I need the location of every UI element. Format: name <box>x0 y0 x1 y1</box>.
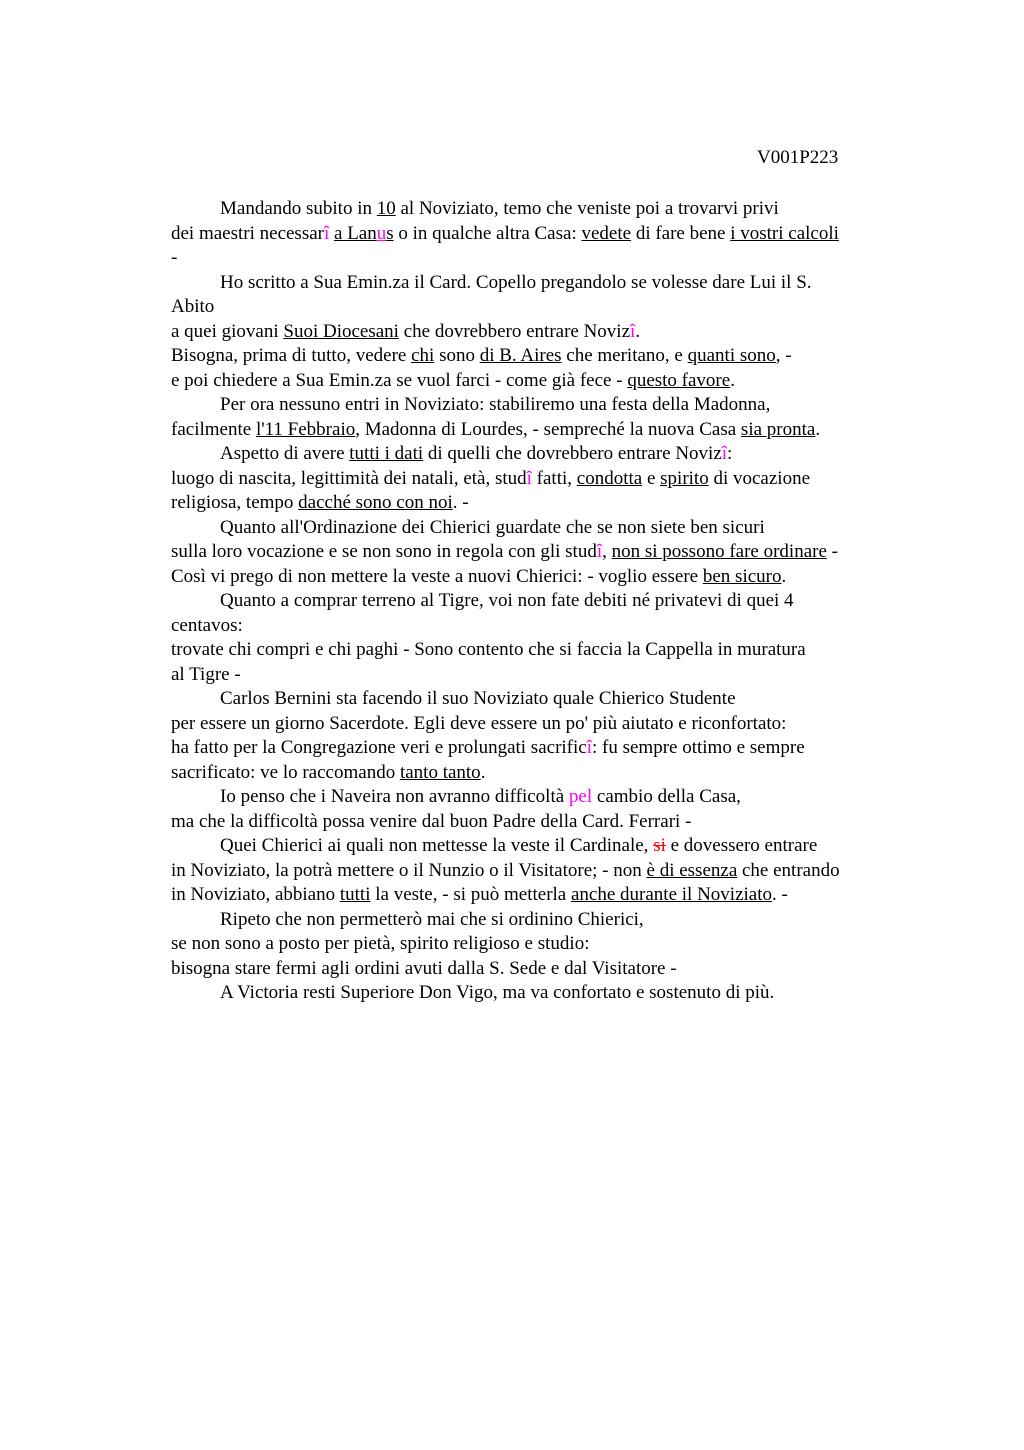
text-segment: di vocazione <box>708 467 811 489</box>
text-line <box>171 736 911 761</box>
text-segment: Ho scritto a Sua Emin.za il Card. Copello pregandolo se volesse dare Lui il S. <box>220 271 812 293</box>
underlined-text: anche durante il Noviziato <box>570 884 772 905</box>
text-segment: centavos: <box>171 614 243 636</box>
text-segment: Per ora nessuno entri in Noviziato: stabiliremo una festa della Madonna, <box>220 394 771 415</box>
inserted-text: î <box>721 443 728 464</box>
text-segment: : fu sempre ottimo e sempre <box>592 737 805 758</box>
text-segment: . - <box>452 492 469 513</box>
text-segment: sulla loro vocazione e se non sono in regola con gli stud <box>171 541 597 562</box>
text-segment: ma che la difficoltà possa venire dal buon Padre della Card. Ferrari - <box>171 810 692 832</box>
inserted-text: î <box>630 320 636 342</box>
text-segment: per essere un giorno Sacerdote. Egli deve essere un po' più aiutato e riconfortato: <box>171 712 787 734</box>
text-segment: facilmente <box>171 418 256 440</box>
text-segment: . <box>730 369 735 391</box>
text-segment: , - <box>775 345 792 366</box>
text-line <box>171 957 911 982</box>
text-line <box>171 663 911 688</box>
text-line <box>171 589 911 614</box>
text-line <box>171 810 911 835</box>
underlined-text: 10 <box>376 198 396 219</box>
text-segment: , Madonna di Lourdes, - sempreché la nuova Casa <box>355 418 741 440</box>
text-segment: A Victoria resti Superiore Don Vigo, ma va confortato e sostenuto di più. <box>220 982 775 1003</box>
page-identifier: V001P223 <box>757 147 839 168</box>
underlined-text: a Lan <box>334 222 377 244</box>
text-segment: : <box>727 443 733 464</box>
text-line <box>171 418 911 443</box>
text-line <box>171 834 911 859</box>
text-line <box>171 516 911 541</box>
text-line <box>171 883 911 908</box>
text-segment: Io penso che i Naveira non avranno difficoltà <box>220 786 569 807</box>
text-segment: - <box>171 247 178 268</box>
text-line <box>171 197 911 222</box>
text-segment: sacrificato: ve lo raccomando <box>171 761 400 783</box>
text-line <box>171 467 911 492</box>
inserted-text: î <box>596 541 603 562</box>
text-segment: dei maestri necessar <box>171 222 324 244</box>
text-line <box>171 369 911 394</box>
underlined-text: non si possono fare ordinare <box>611 541 827 562</box>
text-segment: ha fatto per la Congregazione veri e prolungati sacrific <box>171 737 587 758</box>
text-line <box>171 859 911 884</box>
underlined-text: tutti i dati <box>349 443 424 464</box>
underlined-text: sia pronta <box>740 418 816 440</box>
inserted-text: u <box>376 222 387 244</box>
text-segment: di quelli che dovrebbero entrare Noviz <box>423 443 722 464</box>
text-line <box>171 393 911 418</box>
underlined-text: i vostri calcoli <box>730 222 839 244</box>
text-segment: in Noviziato, abbiano <box>171 884 340 905</box>
deleted-text: si <box>653 835 666 856</box>
text-segment: Aspetto di avere <box>220 443 350 464</box>
text-segment: che meritano, e <box>561 345 688 366</box>
text-segment: luogo di nascita, legittimità dei natali, età, stud <box>171 467 527 489</box>
underlined-text: s <box>386 222 394 244</box>
text-segment: al Tigre - <box>171 663 241 685</box>
text-segment: che dovrebbero entrare Noviz <box>398 320 631 342</box>
text-line <box>171 908 911 933</box>
underlined-text: quanti sono <box>687 345 776 366</box>
text-segment: e dovessero entrare <box>665 835 818 856</box>
text-line <box>171 491 911 516</box>
text-segment: . <box>480 761 486 783</box>
text-segment: se non sono a posto per pietà, spirito religioso e studio: <box>171 933 590 954</box>
text-segment: fatti, <box>531 467 577 489</box>
inserted-text: î <box>323 222 330 244</box>
text-segment: la veste, - si può metterla <box>370 884 571 905</box>
text-segment: Carlos Bernini sta facendo il suo Noviziato quale Chierico Studente <box>220 688 736 709</box>
text-segment: - <box>826 541 838 562</box>
text-segment: Mandando subito in <box>220 198 377 219</box>
text-segment: Così vi prego di non mettere la veste a nuovi Chierici: - voglio essere <box>171 565 703 587</box>
underlined-text: ben sicuro <box>702 565 782 587</box>
text-segment: e poi chiedere a Sua Emin.za se vuol farci - come già fece - <box>171 369 628 391</box>
text-segment: . <box>781 565 787 587</box>
text-line <box>171 565 911 590</box>
text-line <box>171 638 911 663</box>
text-segment: di fare bene <box>631 222 731 244</box>
underlined-text: tanto tanto <box>399 761 481 783</box>
text-line <box>171 271 911 296</box>
letter-body <box>171 197 911 1006</box>
text-line <box>171 981 911 1006</box>
text-line <box>171 687 911 712</box>
underlined-text: di B. Aires <box>479 345 562 366</box>
text-segment: Quanto all'Ordinazione dei Chierici guardate che se non siete ben sicuri <box>220 516 765 538</box>
text-segment: . - <box>772 884 788 905</box>
underlined-text: l'11 Febbraio <box>255 418 356 440</box>
text-segment: al Noviziato, temo che veniste poi a trovarvi privi <box>395 198 779 219</box>
text-line <box>171 222 911 247</box>
text-line <box>171 712 911 737</box>
text-line <box>171 320 911 345</box>
text-segment: bisogna stare fermi agli ordini avuti dalla S. Sede e dal Visitatore - <box>171 957 677 979</box>
text-line <box>171 932 911 957</box>
text-segment: . <box>815 418 821 440</box>
text-line <box>171 344 911 369</box>
underlined-text: questo favore <box>627 369 731 391</box>
text-line <box>171 761 911 786</box>
text-line <box>171 246 911 271</box>
text-segment: Abito <box>171 296 215 317</box>
text-segment: che entrando <box>737 859 840 881</box>
text-line <box>171 442 911 467</box>
text-line <box>171 614 911 639</box>
text-segment: Quei Chierici ai quali non mettesse la veste il Cardinale, <box>220 835 654 856</box>
text-segment: Quanto a comprar terreno al Tigre, voi non fate debiti né privatevi di quei 4 <box>220 590 794 611</box>
inserted-text: î <box>586 737 592 758</box>
underlined-text: chi <box>411 345 435 366</box>
text-line <box>171 540 911 565</box>
underlined-text: dacché sono con noi <box>298 492 453 513</box>
underlined-text: vedete <box>581 222 632 244</box>
underlined-text: condotta <box>576 467 643 489</box>
text-segment: cambio della Casa, <box>592 786 741 807</box>
text-line <box>171 295 911 320</box>
underlined-text: tutti <box>339 884 371 905</box>
text-segment: o in qualche altra Casa: <box>393 222 582 244</box>
text-segment: trovate chi compri e chi paghi - Sono contento che si faccia la Cappella in muratura <box>171 639 806 660</box>
text-segment: a quei giovani <box>171 320 284 342</box>
text-line <box>171 785 911 810</box>
text-segment: e <box>642 467 661 489</box>
text-segment: Ripeto che non permetterò mai che si ordinino Chierici, <box>220 908 644 930</box>
inserted-text: î <box>526 467 532 489</box>
underlined-text: spirito <box>660 467 709 489</box>
text-segment: . <box>635 320 641 342</box>
text-segment: Bisogna, prima di tutto, vedere <box>171 345 412 366</box>
underlined-text: è di essenza <box>646 859 738 881</box>
underlined-text: Suoi Diocesani <box>283 320 399 342</box>
inserted-text: pel <box>568 786 593 807</box>
text-segment: sono <box>434 345 480 366</box>
text-segment: , <box>602 541 612 562</box>
text-segment: religiosa, tempo <box>171 492 299 513</box>
text-segment: in Noviziato, la potrà mettere o il Nunzio o il Visitatore; - non <box>171 859 647 881</box>
